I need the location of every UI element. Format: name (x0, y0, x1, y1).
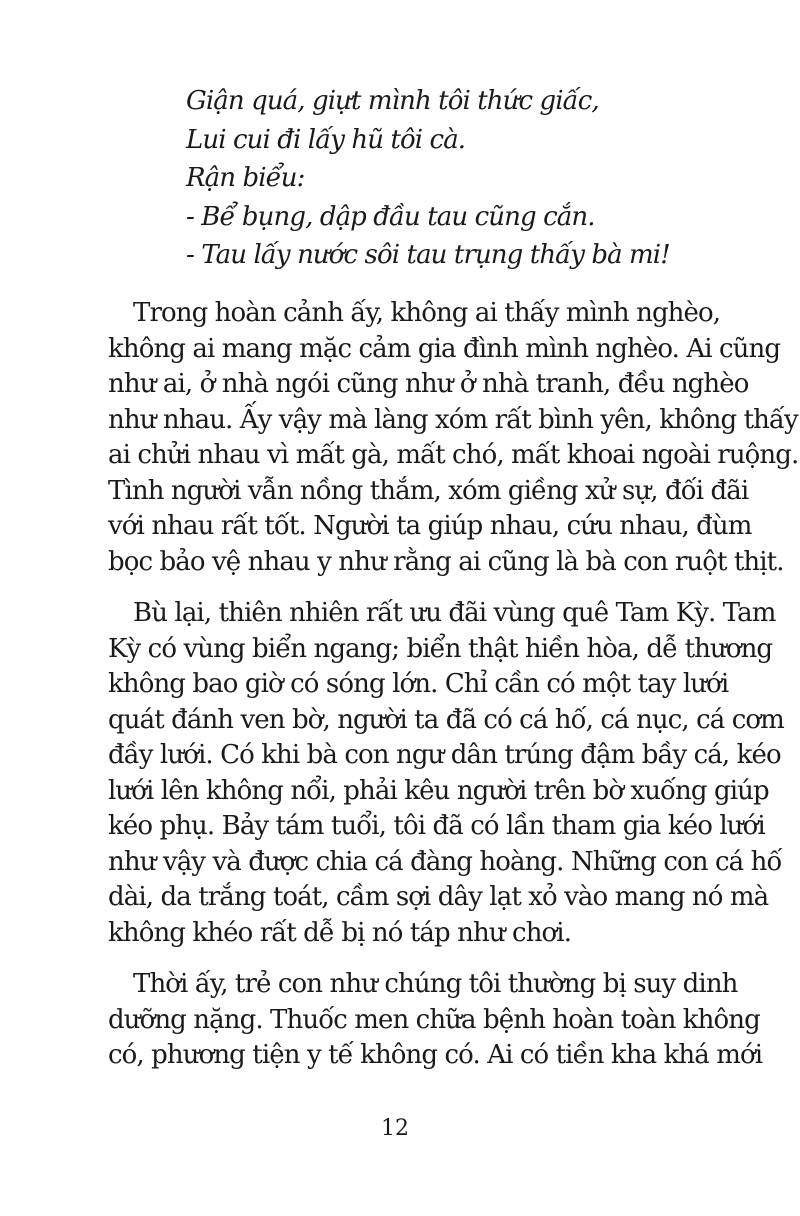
text-line: Tình người vẫn nồng thắm, xóm giềng xử sự, đối đãi (108, 475, 749, 506)
paragraph (108, 596, 784, 951)
text-line: có, phương tiện y tế không có. Ai có tiền kha khá mới (108, 1040, 763, 1070)
text-line: kéo phụ. Bảy tám tuổi, tôi đã có lần tham gia kéo lưới (108, 811, 765, 841)
poem-line: Lui cui đi lấy hũ tôi cà. (186, 124, 466, 155)
text-line: Thời ấy, trẻ con như chúng tôi thường bị suy dinh (133, 969, 738, 999)
text-line: như nhau. Ấy vậy mà làng xóm rất bình yên, không thấy (108, 404, 798, 435)
text-line: không bao giờ có sóng lớn. Chỉ cần có một tay lưới (108, 669, 729, 699)
poem-line: - Tau lấy nước sôi tau trụng thấy bà mi! (186, 240, 670, 270)
poem-line: - Bể bụng, dập đầu tau cũng cắn. (186, 201, 595, 232)
text-line: Bù lại, thiên nhiên rất ưu đãi vùng quê Tam Kỳ. Tam (133, 598, 776, 628)
text-line: đầy lưới. Có khi bà con ngư dân trúng đậm bầy cá, kéo (108, 740, 781, 770)
text-line: như ai, ở nhà ngói cũng như ở nhà tranh, đều nghèo (108, 369, 749, 399)
text-line: lưới lên không nổi, phải kêu người trên bờ xuống giúp (108, 775, 769, 806)
text-line: Trong hoàn cảnh ấy, không ai thấy mình nghèo, (133, 298, 721, 328)
poem-line: Rận biểu: (186, 163, 305, 193)
text-line: bọc bảo vệ nhau y như rằng ai cũng là bà con ruột thịt. (108, 546, 784, 577)
poem-stanza (186, 82, 746, 275)
text-line: ai chửi nhau vì mất gà, mất chó, mất khoai ngoài ruộng. (108, 440, 799, 470)
text-line: không khéo rất dễ bị nó táp như chơi. (108, 917, 572, 948)
text-line: với nhau rất tốt. Người ta giúp nhau, cứu nhau, đùm (108, 511, 752, 541)
text-line: dưỡng nặng. Thuốc men chữa bệnh hoàn toàn không (108, 1004, 760, 1035)
text-line: không ai mang mặc cảm gia đình mình nghèo. Ai cũng (108, 333, 781, 364)
poem-line: Giận quá, giựt mình tôi thức giấc, (186, 86, 599, 116)
text-line: như vậy và được chia cá đàng hoàng. Những con cá hố (108, 846, 782, 877)
text-line: quát đánh ven bờ, người ta đã có cá hố, cá nục, cá cơm (108, 704, 784, 735)
paragraph (108, 967, 763, 1074)
prose-body (108, 296, 799, 1090)
text-line: dài, da trắng toát, cầm sợi dây lạt xỏ vào mang nó mà (108, 882, 769, 912)
text-line: Kỳ có vùng biển ngang; biển thật hiền hòa, dễ thương (108, 633, 773, 664)
paragraph (108, 296, 799, 580)
page-number: 12 (381, 1116, 409, 1141)
